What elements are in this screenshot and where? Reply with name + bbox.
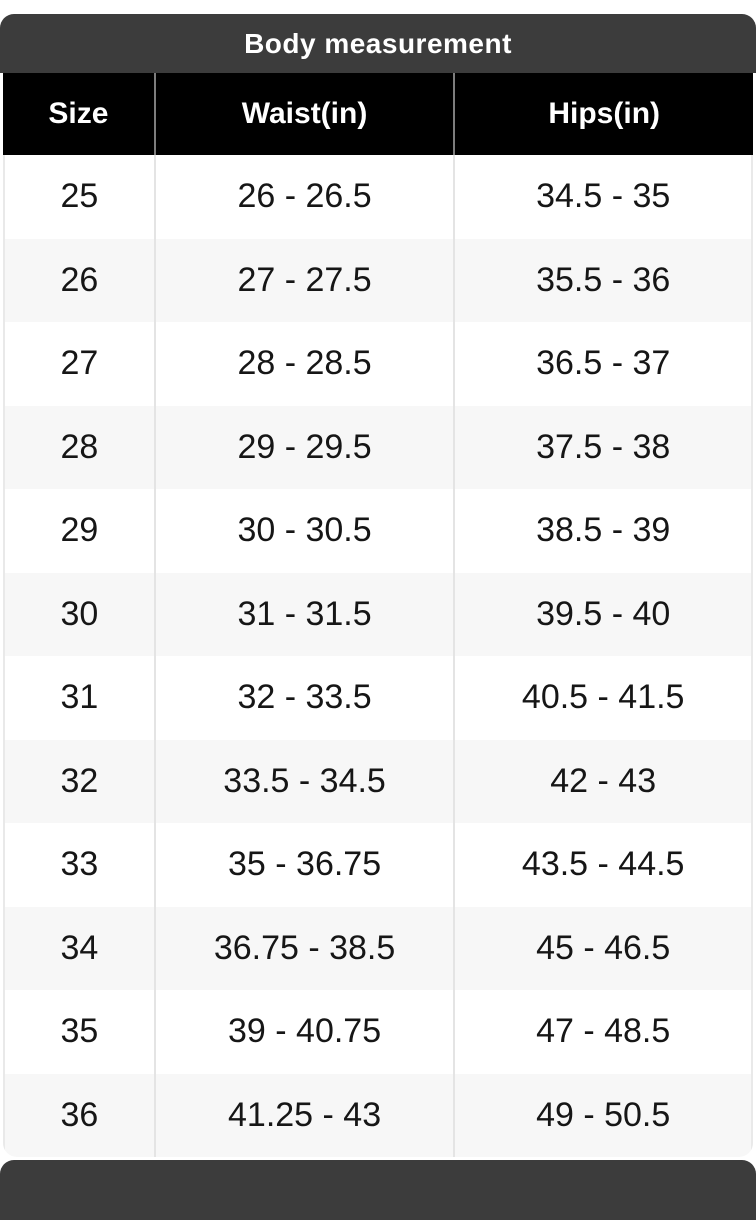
column-header-waist: Waist(in) bbox=[154, 73, 454, 155]
table-row bbox=[3, 656, 753, 740]
hips-cell: 37.5 - 38 bbox=[453, 406, 753, 490]
size-cell: 36 bbox=[3, 1074, 154, 1158]
table-row bbox=[3, 155, 753, 239]
size-cell: 25 bbox=[3, 155, 154, 239]
waist-cell: 41.25 - 43 bbox=[154, 1074, 454, 1158]
size-cell: 27 bbox=[3, 322, 154, 406]
hips-cell: 39.5 - 40 bbox=[453, 573, 753, 657]
waist-cell: 39 - 40.75 bbox=[154, 990, 454, 1074]
hips-cell: 36.5 - 37 bbox=[453, 322, 753, 406]
waist-cell: 32 - 33.5 bbox=[154, 656, 454, 740]
size-cell: 32 bbox=[3, 740, 154, 824]
waist-cell: 31 - 31.5 bbox=[154, 573, 454, 657]
hips-cell: 40.5 - 41.5 bbox=[453, 656, 753, 740]
hips-cell: 42 - 43 bbox=[453, 740, 753, 824]
hips-cell: 34.5 - 35 bbox=[453, 155, 753, 239]
size-cell: 26 bbox=[3, 239, 154, 323]
size-cell: 35 bbox=[3, 990, 154, 1074]
waist-cell: 28 - 28.5 bbox=[154, 322, 454, 406]
table-row bbox=[3, 489, 753, 573]
waist-cell: 27 - 27.5 bbox=[154, 239, 454, 323]
table-row bbox=[3, 823, 753, 907]
size-chart-title: Body measurement bbox=[244, 27, 512, 59]
table-row bbox=[3, 1074, 753, 1158]
next-section-header-partial bbox=[0, 1160, 756, 1220]
table-row bbox=[3, 740, 753, 824]
waist-cell: 36.75 - 38.5 bbox=[154, 907, 454, 991]
size-cell: 30 bbox=[3, 573, 154, 657]
size-chart-title-bar bbox=[0, 14, 756, 73]
size-cell: 34 bbox=[3, 907, 154, 991]
waist-cell: 26 - 26.5 bbox=[154, 155, 454, 239]
waist-cell: 33.5 - 34.5 bbox=[154, 740, 454, 824]
size-cell: 28 bbox=[3, 406, 154, 490]
hips-cell: 49 - 50.5 bbox=[453, 1074, 753, 1158]
hips-cell: 35.5 - 36 bbox=[453, 239, 753, 323]
table-row bbox=[3, 907, 753, 991]
waist-cell: 30 - 30.5 bbox=[154, 489, 454, 573]
table-row bbox=[3, 990, 753, 1074]
size-cell: 29 bbox=[3, 489, 154, 573]
hips-cell: 43.5 - 44.5 bbox=[453, 823, 753, 907]
size-chart-table-body bbox=[3, 155, 753, 1157]
table-header-row bbox=[3, 73, 753, 155]
waist-cell: 35 - 36.75 bbox=[154, 823, 454, 907]
size-cell: 31 bbox=[3, 656, 154, 740]
table-row bbox=[3, 239, 753, 323]
size-cell: 33 bbox=[3, 823, 154, 907]
hips-cell: 45 - 46.5 bbox=[453, 907, 753, 991]
hips-cell: 38.5 - 39 bbox=[453, 489, 753, 573]
table-row bbox=[3, 322, 753, 406]
column-header-hips: Hips(in) bbox=[453, 73, 753, 155]
table-row bbox=[3, 573, 753, 657]
hips-cell: 47 - 48.5 bbox=[453, 990, 753, 1074]
column-header-size: Size bbox=[48, 97, 109, 130]
waist-cell: 29 - 29.5 bbox=[154, 406, 454, 490]
table-row bbox=[3, 406, 753, 490]
